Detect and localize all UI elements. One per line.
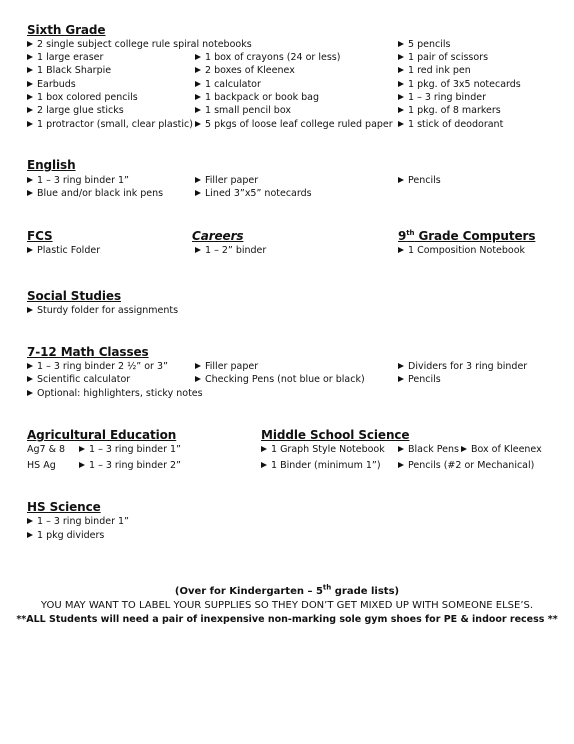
list-item: Dividers for 3 ring binder <box>398 361 527 373</box>
arrow-bullet-icon <box>79 462 85 468</box>
arrow-bullet-icon <box>195 94 201 100</box>
over-page-note: (Over for Kindergarten – 5th grade lists) <box>174 583 400 597</box>
list-item: Box of Kleenex <box>461 444 542 456</box>
arrow-bullet-icon <box>27 81 33 87</box>
arrow-bullet-icon <box>195 363 201 369</box>
list-item: 1 pair of scissors <box>398 52 488 64</box>
arrow-bullet-icon <box>27 363 33 369</box>
arrow-bullet-icon <box>195 247 201 253</box>
arrow-bullet-icon <box>398 446 404 452</box>
list-item: Filler paper <box>195 175 258 187</box>
arrow-bullet-icon <box>398 67 404 73</box>
arrow-bullet-icon <box>195 67 201 73</box>
list-item: 5 pencils <box>398 39 450 51</box>
arrow-bullet-icon <box>27 41 33 47</box>
arrow-bullet-icon <box>27 190 33 196</box>
gym-shoes-note: **ALL Students will need a pair of inexpensive non-marking sole gym shoes for PE & indoor recess ** <box>16 614 558 625</box>
arrow-bullet-icon <box>195 81 201 87</box>
list-item: Scientific calculator <box>27 374 130 386</box>
arrow-bullet-icon <box>398 247 404 253</box>
list-item: HS Ag 1 – 3 ring binder 2” <box>27 460 181 471</box>
list-item: 2 large glue sticks <box>27 105 124 117</box>
arrow-bullet-icon <box>195 190 201 196</box>
arrow-bullet-icon <box>27 247 33 253</box>
arrow-bullet-icon <box>27 94 33 100</box>
list-item: Filler paper <box>195 361 258 373</box>
arrow-bullet-icon <box>27 67 33 73</box>
arrow-bullet-icon <box>27 107 33 113</box>
arrow-bullet-icon <box>27 54 33 60</box>
list-item: Plastic Folder <box>27 245 100 257</box>
list-item: 1 – 3 ring binder 2 ½” or 3” <box>27 361 168 373</box>
section-heading-hs-science: HS Science <box>27 500 101 514</box>
list-item: Blue and/or black ink pens <box>27 188 163 200</box>
list-item: Sturdy folder for assignments <box>27 305 178 317</box>
list-item: 2 boxes of Kleenex <box>195 65 295 77</box>
arrow-bullet-icon <box>398 462 404 468</box>
arrow-bullet-icon <box>27 121 33 127</box>
arrow-bullet-icon <box>398 54 404 60</box>
list-item: 1 Composition Notebook <box>398 245 525 257</box>
arrow-bullet-icon <box>195 177 201 183</box>
arrow-bullet-icon <box>27 177 33 183</box>
arrow-bullet-icon <box>398 41 404 47</box>
list-item: 1 – 3 ring binder 1” <box>27 175 129 187</box>
arrow-bullet-icon <box>195 376 201 382</box>
list-item: 1 calculator <box>195 79 261 91</box>
list-item: 1 pkg dividers <box>27 530 104 542</box>
list-item: Earbuds <box>27 79 76 91</box>
section-heading-agricultural-education: Agricultural Education <box>27 428 177 442</box>
list-item: Pencils (#2 or Mechanical) <box>398 460 534 472</box>
list-item: 1 – 3 ring binder 1” <box>27 516 129 528</box>
section-heading-careers: Careers <box>192 229 244 243</box>
list-item: Lined 3”x5” notecards <box>195 188 312 200</box>
list-item: 1 pkg. of 3x5 notecards <box>398 79 521 91</box>
list-item: Pencils <box>398 374 441 386</box>
arrow-bullet-icon <box>27 532 33 538</box>
section-heading-fcs: FCS <box>27 229 53 243</box>
arrow-bullet-icon <box>398 363 404 369</box>
section-heading-sixth-grade: Sixth Grade <box>27 23 106 37</box>
arrow-bullet-icon <box>261 462 267 468</box>
list-item: 2 single subject college rule spiral notebooks <box>27 39 252 51</box>
arrow-bullet-icon <box>27 307 33 313</box>
list-item: Black Pens <box>398 444 459 456</box>
arrow-bullet-icon <box>27 390 33 396</box>
section-heading-social-studies: Social Studies <box>27 289 122 303</box>
arrow-bullet-icon <box>461 446 467 452</box>
list-item: 1 small pencil box <box>195 105 291 117</box>
arrow-bullet-icon <box>195 107 201 113</box>
list-item: 1 backpack or book bag <box>195 92 319 104</box>
list-item: 1 Graph Style Notebook <box>261 444 385 456</box>
section-heading-math: 7-12 Math Classes <box>27 345 149 359</box>
arrow-bullet-icon <box>195 121 201 127</box>
arrow-bullet-icon <box>398 107 404 113</box>
label-supplies-note: YOU MAY WANT TO LABEL YOUR SUPPLIES SO THEY DON’T GET MIXED UP WITH SOMEONE ELSE’S. <box>40 600 534 611</box>
list-item: 1 Black Sharpie <box>27 65 111 77</box>
arrow-bullet-icon <box>398 94 404 100</box>
list-item: 1 box colored pencils <box>27 92 138 104</box>
list-item: 1 – 2” binder <box>195 245 266 257</box>
arrow-bullet-icon <box>79 446 85 452</box>
section-heading-english: English <box>27 158 76 172</box>
arrow-bullet-icon <box>398 177 404 183</box>
list-item: 1 large eraser <box>27 52 103 64</box>
list-item: 1 pkg. of 8 markers <box>398 105 501 117</box>
section-heading-middle-school-science: Middle School Science <box>261 428 410 442</box>
section-heading-9th-grade-computers: 9th Grade Computers <box>398 229 536 243</box>
list-item: 1 red ink pen <box>398 65 471 77</box>
arrow-bullet-icon <box>398 376 404 382</box>
list-item: Pencils <box>398 175 441 187</box>
list-item: 1 – 3 ring binder <box>398 92 486 104</box>
list-item: 1 Binder (minimum 1”) <box>261 460 381 472</box>
list-item: 5 pkgs of loose leaf college ruled paper <box>195 119 393 131</box>
list-item: 1 stick of deodorant <box>398 119 503 131</box>
arrow-bullet-icon <box>27 518 33 524</box>
list-item: 1 box of crayons (24 or less) <box>195 52 340 64</box>
list-item: 1 protractor (small, clear plastic) <box>27 119 193 131</box>
list-item: Checking Pens (not blue or black) <box>195 374 365 386</box>
arrow-bullet-icon <box>398 121 404 127</box>
arrow-bullet-icon <box>195 54 201 60</box>
arrow-bullet-icon <box>398 81 404 87</box>
list-item: Ag7 & 8 1 – 3 ring binder 1” <box>27 444 181 455</box>
arrow-bullet-icon <box>261 446 267 452</box>
list-item: Optional: highlighters, sticky notes <box>27 388 203 400</box>
arrow-bullet-icon <box>27 376 33 382</box>
